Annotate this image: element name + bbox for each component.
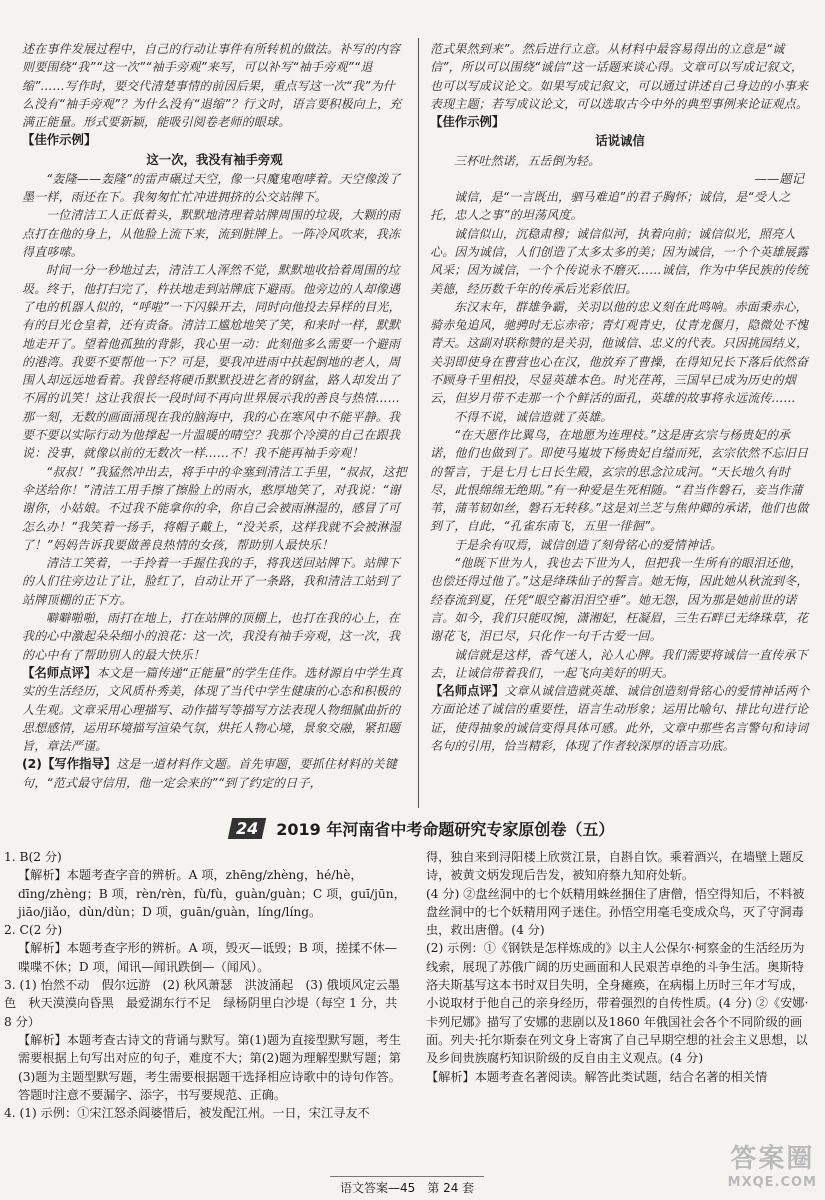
answers-right-column <box>426 848 814 1086</box>
right-essay-paragraph: 诚信，是“一言既出，驷马难追”的君子胸怀；诚信，是“受人之托，忠人之事”的坦荡风度。 <box>430 190 791 223</box>
right-essay-paragraph: “在天愿作比翼鸟，在地愿为连理枝。”这是唐玄宗与杨贵妃的承诺，他们也做到了。即使马嵬坡下杨贵妃自缢而死，玄宗依然不忘旧日的誓言，于是七月七日长生殿，玄宗的思念泣成河。“天长地久有时尽，此恨绵绵无绝期。”有一种爱是生死相随。“君当作磐石，妾当作蒲苇，蒲苇韧如丝，磐石无转移。”这是刘兰芝与焦仲卿的承诺，他们也做到了，自此，“孔雀东南飞，五里一徘徊”。 <box>430 427 809 534</box>
epigraph: 三杯吐然诺，五岳倒为轻。 <box>454 153 601 168</box>
left-example-label: 【佳作示例】 <box>22 132 97 148</box>
right-review-label: 【名师点评】 <box>430 683 505 699</box>
right-essay-paragraph: “他既下世为人，我也去下世为人，但把我一生所有的眼泪还他，也偿还得过他了。”这是绛珠仙子的誓言。她无悔，因此她从秋流到冬，经春流到夏，任凭“眼空蓄泪泪空垂”。她无怨，因为那是她前世的诺言。如今，我们只能叹惋，潇湘妃，枉凝眉，三生石畔已无绛珠草，花谢花飞，泪已尽，只化作一句千古爱一回。 <box>430 556 809 644</box>
right-column <box>430 40 810 755</box>
answer-explanation: 【解析】本题考查字音的辨析。A 项，zhēng/zhèng，hé/hè，dīng/zhèng；B 项，rèn/rèn，fù/fù，guàn/guàn；C 项，guī/jūn，jiāo/jiǎo，dùn/dùn；D 项，guān/guàn，líng/líng。 <box>18 868 406 919</box>
left-column <box>22 40 407 792</box>
right-essay-paragraph: 东汉末年，群雄争霸，关羽以他的忠义刻在此鸣响。赤面秉赤心，骑赤兔追风，驰骋时无忘赤帝；青灯观青史，仗青龙偃月，隐微处不愧青天。这副对联称赞的是关羽，他诚信、忠义的代表。只因挑园结义，关羽即使身在曹营也心在汉，他放弃了曹操，在得知兄长下落后依然奋不顾身千里相投，尽显英雄本色。时光荏苒，三国早已成为历史的烟云，但岁月带不走那一个个鲜活的面孔，英雄的故事将永远流传…… <box>430 299 809 406</box>
answer-item: 2. C(2 分) <box>4 923 63 938</box>
guide-label: (2)【写作指导】 <box>22 756 117 772</box>
right-essay-paragraph: 于是余有叹焉，诚信创造了刻骨铭心的爱情神话。 <box>454 537 723 552</box>
left-essay-paragraph: 时间一分一秒地过去，清洁工人浑然不觉，默默地收拾着周围的垃圾。终于，他打扫完了，杵扶地走到站牌底下避雨。他旁边的人却像遇了电的机器人似的，“呼啦”一下闪躲开去，同时向他投去异样的目光，有的目光仓皇着，还有责备。清洁工尴尬地笑了笑，和来时一样，默默地走开了。望着他孤独的背影，我心里一动：此刻他多么需要一个避雨的港湾。我要不要帮他一下？可是，要我冲进雨中扶起倒地的老人，周围人却远远地看着。我曾经将硬币默默投进乞者的钢盆，路人却发出了不屑的讥笑！这让我很长一段时间不再向世界展示我的善良与热情……那一刻，无数的画面涌现在我的脑海中，我的心在寒风中不能平静。我要不要以实际行动为他撑起一片温暖的晴空？我那个冷漠的自己在跟我说：没事，就像以前的无数次一样……不！我不能再袖手旁观！ <box>22 263 401 461</box>
site-watermark <box>728 1138 817 1190</box>
answer-explanation: 【解析】本题考查古诗文的背诵与默写。第(1)题为直接型默写题，考生需要根据上句写出对应的句子，难度不大；第(2)题为理解型默写题；第(3)题为主题型默写题，考生需要根据题干选择相应诗歌中的诗句作答。答题时注意不要漏字、添字，书写要规范、正确。 <box>18 1032 401 1102</box>
right-essay-paragraph: 诚信似山，沉稳肃穆；诚信似河，执着向前；诚信似光，照亮人心。因为诚信，人们创造了太多太多的美；因为诚信，一个个英雄展露风采；因为诚信，一个个传说永不磨灭……诚信，作为中华民族的传统美德，经历数千年的传承后光彩依旧。 <box>430 226 809 296</box>
answer-item: 得，独自来到浔阳楼上欣赏江景，自斟自饮。乘着酒兴，在墙壁上题反诗，被黄文炳发现后告发，被知府蔡九知府处斩。 <box>426 850 804 883</box>
answer-item: 4. (1) 示例：①宋江怒杀阎婆惜后，被发配江州。一日，宋江寻友不 <box>4 1106 370 1121</box>
watermark-url: MXQE.COM <box>727 1175 817 1190</box>
epigraph-author: ——题记 <box>754 170 804 186</box>
left-essay-paragraph: 清洁工笑着，一手拎着一手握住我的手，将我送回站牌下。站牌下的人们往旁边让了让，脸红了，自动让开了一条路，我和清洁工站到了站牌顶棚的正下方。 <box>22 556 401 607</box>
answer-item: 3. (1) 怡然不动 假尔远游 (2) 秋风萧瑟 洪波涌起 (3) 俄顷风定云墨色 秋天漠漠向昏黑 最爱湖东行不足 绿杨阴里白沙堤（每空 1 分，共 8 分） <box>4 978 400 1029</box>
left-essay-paragraph: “叔叔！”我猛然冲出去，将手中的伞塞到清洁工手里，“叔叔，这把伞送给你！”清洁工用手擦了擦脸上的雨水，憨厚地笑了，对我说：“谢谢你，小姑娘。不过我不能拿你的伞，你自己会被雨淋湿的，感冒了可怎么办！”我笑着一扬手，将帽子戴上，“没关系，这样我就不会被淋湿了！”妈妈告诉我要做善良热情的女孩，帮助别人最快乐！ <box>22 464 407 552</box>
left-review-text: 本文是一篇传递“正能量”的学生佳作。选材源自中学生真实的生活经历，文风质朴秀美，体现了当代中学生健康的心态和积极的人生观。文章采用心理描写、动作描写等描写方法表现人物细腻曲折的思想感情，运用环境描写渲染气氛，烘托人物心境，景象交融，紧扣题旨，章法严谨。 <box>22 665 402 754</box>
right-intro: 范式果然到来”。然后进行立意。从材料中最容易得出的立意是“诚信”，所以可以围绕“诚信”这一话题来谈心得。文章可以写成记叙文，也可以写成议论文。如果写成记叙文，可以通过讲述自己身边的小事来表现主题；若写成议论文，可以选取古今中外的典型事例来论证观点。 <box>430 42 809 111</box>
column-divider <box>418 38 419 808</box>
guide-text: 这是一道材料作文题。首先审题，要抓住材料的关键句，“范式最守信用，他一定会来的”“到了约定的日子， <box>22 757 397 790</box>
right-essay-title: 话说诚信 <box>595 133 645 149</box>
page-footer: 语文答案—45 第 24 套 <box>330 1176 484 1198</box>
answer-explanation: 【解析】本题考查名著阅读。解答此类试题，结合名著的相关情 <box>426 1069 768 1084</box>
left-review-label: 【名师点评】 <box>22 664 97 680</box>
section-banner <box>230 815 614 841</box>
left-essay-title: 这一次，我没有袖手旁观 <box>146 151 283 167</box>
right-example-label: 【佳作示例】 <box>430 114 505 130</box>
answer-explanation: 【解析】本题考查字形的辨析。A 项，毁灭—诋毁；B 项，搓揉不休—喋喋不休；D 项，闻讯—闻讯跌倒—（闻风）。 <box>18 941 397 974</box>
set-number-badge: 24 <box>228 818 267 839</box>
section-title: 2019 年河南省中考命题研究专家原创卷（五） <box>276 819 615 839</box>
watermark-logo-text: 答案圈 <box>730 1144 815 1174</box>
answer-item: (2) 示例：①《钢铁是怎样炼成的》以主人公保尔·柯察金的生活经历为线索，展现了苏俄广阔的历史画面和人民艰苦卓绝的斗争生活。奥斯特洛夫斯基写这本书时双目失明，全身瘫痪，在病榻上历时三年才写成，小说取材于他自己的亲身经历，带着强烈的自传性质。(4 分) ②《安娜·卡列尼娜》描写了安娜的悲剧以及1860 年俄国社会各个不同阶级的画面。列夫·托尔斯泰在列文身上寄寓了自己早期空想的社会主义思想，以及乡间贵族腐朽知识阶级的反自由主义观点。(4 分) <box>426 941 809 1066</box>
right-review-text: 文章从诚信造就英雄、诚信创造刻骨铭心的爱情神话两个方面论述了诚信的重要性，语言生动形象；运用比喻句、排比句进行论证，使得抽象的诚信变得具体可感。此外，文章中那些名言警句和诗词名句的引用，恰当精彩，体现了作者较深厚的语言功底。 <box>430 684 810 753</box>
answer-item: 1. B(2 分) <box>4 850 62 864</box>
right-essay-paragraph: 不得不说，诚信造就了英雄。 <box>454 409 613 424</box>
left-essay-paragraph: “轰隆——轰隆”的雷声碾过天空，像一只魔鬼咆哮着。天空像泼了墨一样，雨还在下。我匆匆忙忙冲进拥挤的公交站牌下。 <box>22 171 401 205</box>
left-essay-paragraph: 一位清洁工人正低着头，默默地清理着站牌周围的垃圾，大颗的雨点打在他的身上，从他脸上流下来，流到脏牌上。一阵冷风吹来，我冻得直哆嗦。 <box>22 208 401 260</box>
answer-item: (4 分) ②盘丝洞中的七个妖精用蛛丝捆住了唐僧，悟空得知后，不料被盘丝洞中的七个妖精用网子迷住。孙悟空用毫毛变成众鸟，灭了守洞毒虫，救出唐僧。(4 分) <box>426 886 805 938</box>
left-essay-paragraph: 噼噼啪啪，雨打在地上，打在站牌的顶棚上，也打在我的心上，在我的心中激起朵朵细小的浪花：这一次，我没有袖手旁观，这一次，我的心中有了帮助别人的最大快乐！ <box>22 611 401 662</box>
right-essay-paragraph: 诚信就是这样，香气迷人，沁人心脾。我们需要将诚信一直传承下去，让诚信带着我们，一起飞向美好的明天。 <box>430 647 808 680</box>
answers-left-column <box>4 848 408 1122</box>
left-intro: 述在事件发展过程中，自己的行动让事件有所转机的做法。补写的内容则要围绕“我”“这一次”“袖手旁观”来写，可以补写“袖手旁观”“退缩”……写作时，要交代清楚事情的前因后果，重点写这一次“我”为什么没有“袖手旁观”？为什么没有“退缩”？行文时，语言要积极向上，充满正能量。形式要新颖，能吸引阅卷老师的眼球。 <box>22 42 402 130</box>
